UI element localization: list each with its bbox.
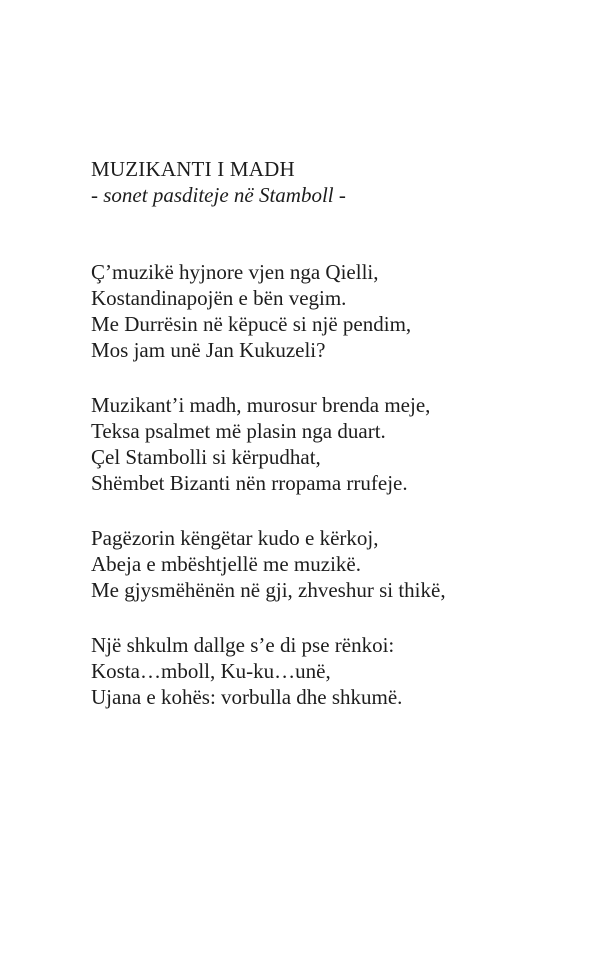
poem-line: Me Durrësin në këpucë si një pendim, <box>91 312 412 336</box>
poem-line: Shëmbet Bizanti nën rropama rrufeje. <box>91 471 408 495</box>
poem-line: Mos jam unë Jan Kukuzeli? <box>91 338 326 362</box>
poem-line: Me gjysmëhënën në gji, zhveshur si thikë, <box>91 578 446 602</box>
poem-body <box>91 259 561 710</box>
poem-title: MUZIKANTI I MADH <box>91 157 295 181</box>
poem <box>91 156 561 739</box>
stanza-1 <box>91 259 561 363</box>
stanza-3 <box>91 525 561 603</box>
poem-line: Kosta…mboll, Ku-ku…unë, <box>91 659 331 683</box>
poem-line: Abeja e mbështjellë me muzikë. <box>91 552 361 576</box>
stanza-2 <box>91 392 561 496</box>
poem-line: Pagëzorin këngëtar kudo e kërkoj, <box>91 526 379 550</box>
poem-line: Çel Stambolli si kërpudhat, <box>91 445 321 469</box>
poem-line: Ujana e kohës: vorbulla dhe shkumë. <box>91 685 403 709</box>
poem-header <box>91 156 561 208</box>
poem-line: Teksa psalmet më plasin nga duart. <box>91 419 386 443</box>
poem-line: Një shkulm dallge s’e di pse rënkoi: <box>91 633 395 657</box>
poem-line: Ç’muzikë hyjnore vjen nga Qielli, <box>91 260 379 284</box>
poem-subtitle: - sonet pasditeje në Stamboll - <box>91 183 346 207</box>
poem-line: Muzikant’i madh, murosur brenda meje, <box>91 393 431 417</box>
stanza-4 <box>91 632 561 710</box>
poem-line: Kostandinapojën e bën vegim. <box>91 286 347 310</box>
